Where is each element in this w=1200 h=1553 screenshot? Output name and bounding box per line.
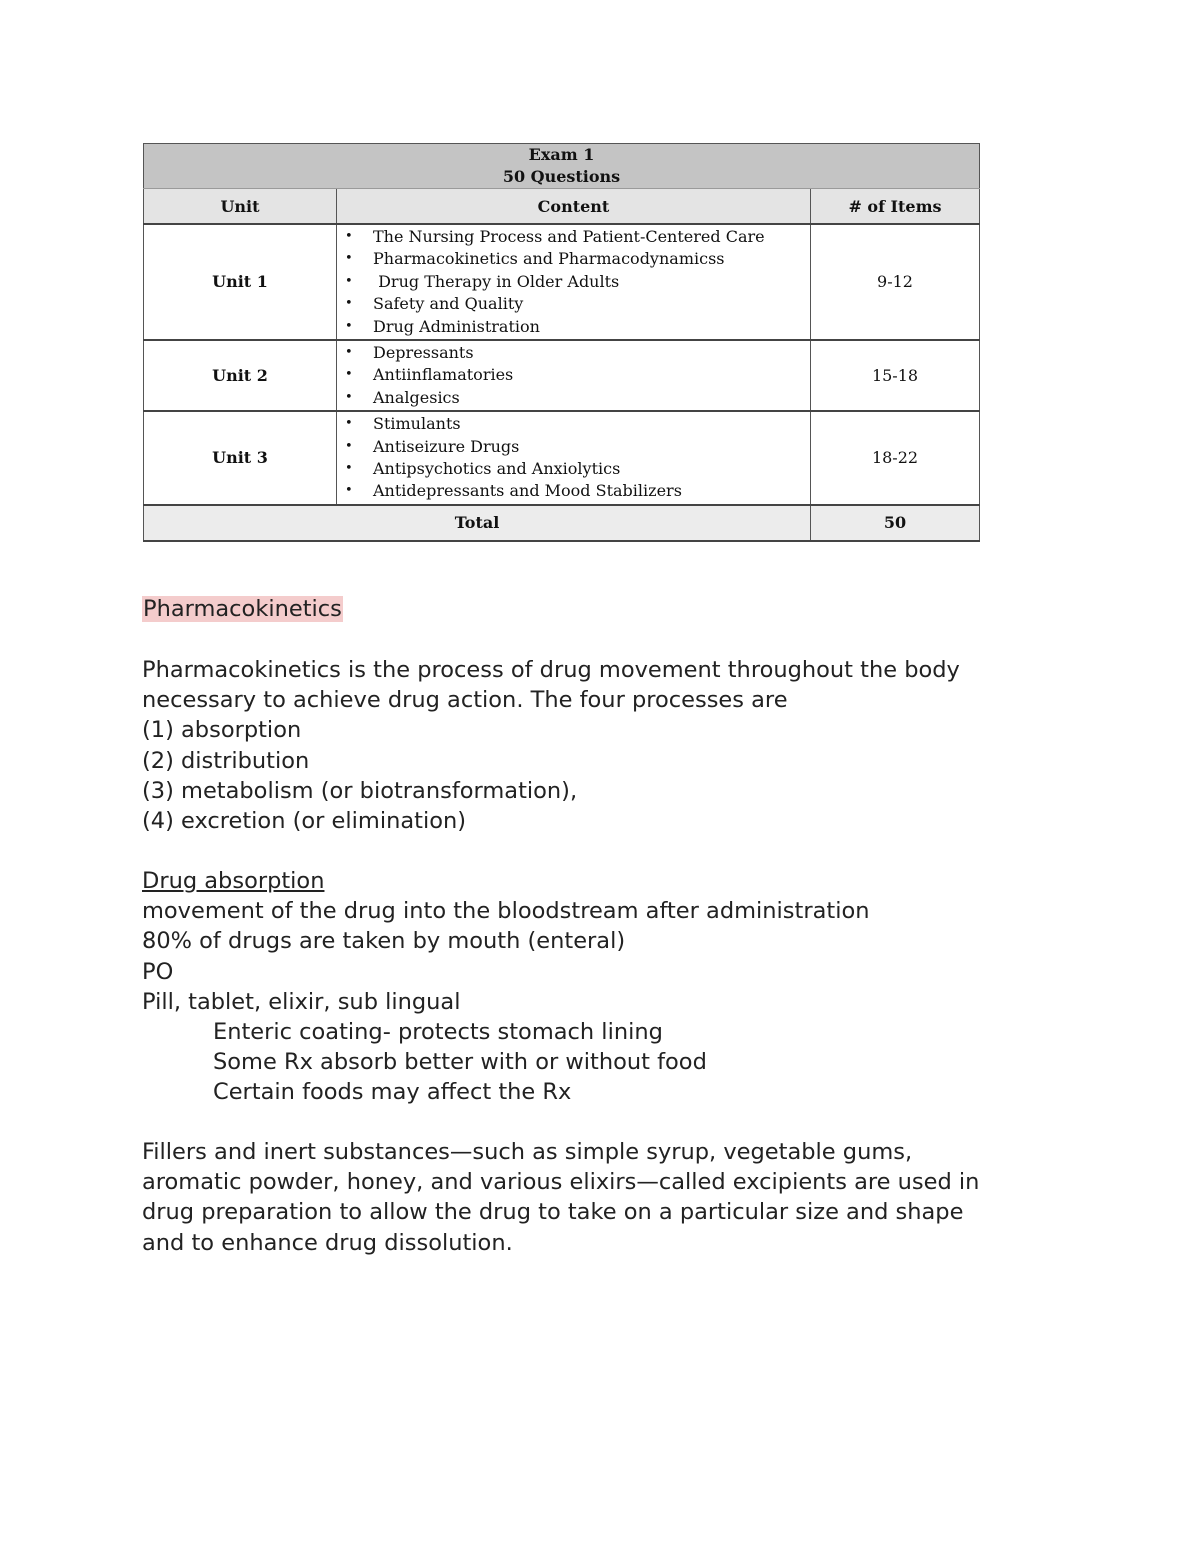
process-item: (3) metabolism (or biotransformation), [142,777,578,804]
item-count: 18-22 [811,411,980,505]
table-total-row [144,505,980,541]
header-items: # of Items [811,189,980,225]
section-heading [142,594,343,624]
list-item: • Pharmacokinetics and Pharmacodynamicss [373,248,810,270]
process-item: (4) excretion (or elimination) [142,808,466,835]
paragraph-line: and to enhance drug dissolution. [142,1229,513,1256]
list-item: • Safety and Quality [373,293,810,315]
list-item: • The Nursing Process and Patient-Centered Care [373,226,810,248]
list-item: • Analgesics [373,387,810,409]
sub-point: Certain foods may affect the Rx [213,1079,572,1106]
list-item: • Drug Administration [373,316,810,338]
unit-label: Unit 1 [144,224,337,340]
item-count: 15-18 [811,340,980,411]
content-list [337,341,810,410]
paragraph-line: Pharmacokinetics is the process of drug movement throughout the body [142,657,960,683]
table-row-unit-3 [144,411,980,505]
table-row-unit-1 [144,224,980,340]
total-label: Total [144,505,811,541]
paragraph-line: necessary to achieve drug action. The four processes are [142,687,788,714]
paragraph-line: drug preparation to allow the drug to take on a particular size and shape [142,1199,964,1226]
list-item: • Antipsychotics and Anxiolytics [373,458,810,480]
question-count: 50 Questions [502,167,621,186]
sub-point: Enteric coating- protects stomach lining [213,1019,663,1046]
total-value: 50 [811,505,980,541]
list-item: • Antiseizure Drugs [373,436,810,458]
list-item: • Antidepressants and Mood Stabilizers [373,480,810,502]
intro-paragraph [142,655,960,836]
list-item: • Antiinflamatories [373,364,810,386]
content-list [337,412,810,504]
table-title-row [144,144,980,189]
excipients-paragraph [142,1137,979,1258]
heading-highlight: Pharmacokinetics [143,596,342,622]
process-item: (2) distribution [142,747,310,774]
list-item: • Drug Therapy in Older Adults [373,271,810,293]
unit-label: Unit 2 [144,340,337,411]
paragraph-line: aromatic powder, honey, and various elixirs—called excipients are used in [142,1169,980,1196]
table-header-row [144,189,980,225]
absorption-section [142,866,869,1108]
process-item: (1) absorption [142,717,302,744]
table-row-unit-2 [144,340,980,411]
paragraph-line: Fillers and inert substances—such as simple syrup, vegetable gums, [142,1139,913,1165]
unit-content [337,224,811,340]
item-count: 9-12 [811,224,980,340]
paragraph-line: Pill, tablet, elixir, sub lingual [142,988,461,1015]
content-list [337,225,810,339]
list-item: • Depressants [373,342,810,364]
sub-point: Some Rx absorb better with or without food [213,1049,707,1076]
unit-label: Unit 3 [144,411,337,505]
header-content: Content [337,189,811,225]
paragraph-line: PO [142,958,174,985]
unit-content [337,340,811,411]
header-unit: Unit [144,189,337,225]
list-item: • Stimulants [373,413,810,435]
table-title [144,144,980,189]
unit-content [337,411,811,505]
exam-blueprint-table [143,143,980,542]
absorption-heading: Drug absorption [142,868,325,894]
paragraph-line: movement of the drug into the bloodstream after administration [142,898,870,925]
paragraph-line: 80% of drugs are taken by mouth (enteral) [142,928,626,955]
exam-title: Exam 1 [528,145,595,164]
